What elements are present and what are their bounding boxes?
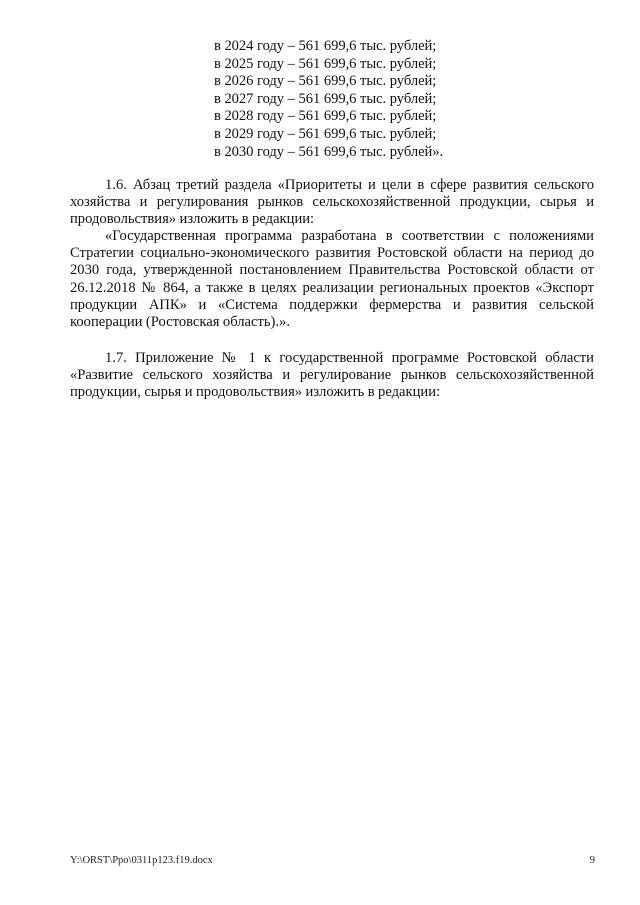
section-1-6-paragraph: 1.6. Абзац третий раздела «Приоритеты и цели в сфере развития сельского хозяйства и регулирования рынков сельскохозяйственной продукции, сырья и продовольствия» изложить в редакции:: [70, 177, 594, 228]
page-number: 9: [589, 855, 595, 866]
section-1-6: [70, 177, 594, 331]
funding-year-2028: в 2028 году – 561 699,6 тыс. рублей;: [214, 108, 437, 125]
footer-file-path: Y:\ORST\Ppo\0311p123.f19.docx: [70, 855, 213, 866]
funding-year-2025: в 2025 году – 561 699,6 тыс. рублей;: [214, 55, 437, 72]
funding-by-year-list: [214, 38, 443, 161]
section-1-7: [70, 350, 594, 401]
section-1-7-paragraph: 1.7. Приложение № 1 к государственной программе Ростовской области «Развитие сельского хозяйства и регулирование рынков сельскохозяйственной продукции, сырья и продовольствия» изложить в редакции:: [70, 350, 594, 401]
funding-year-2026: в 2026 году – 561 699,6 тыс. рублей;: [214, 73, 437, 90]
funding-year-2024: в 2024 году – 561 699,6 тыс. рублей;: [214, 38, 437, 54]
funding-year-2030: в 2030 году – 561 699,6 тыс. рублей».: [214, 143, 444, 160]
funding-year-2029: в 2029 году – 561 699,6 тыс. рублей;: [214, 125, 437, 142]
section-1-6-quote: «Государственная программа разработана в соответствии с положениями Стратегии социально-экономического развития Ростовской области на период до 2030 года, утвержденной постановлением Правительства Ростовской области от 26.12.2018 № 864, а также в целях реализации региональных проектов «Экспорт продукции АПК» и «Система поддержки фермерства и развития сельской кооперации (Ростовская область).».: [70, 228, 594, 330]
funding-year-2027: в 2027 году – 561 699,6 тыс. рублей;: [214, 90, 437, 107]
